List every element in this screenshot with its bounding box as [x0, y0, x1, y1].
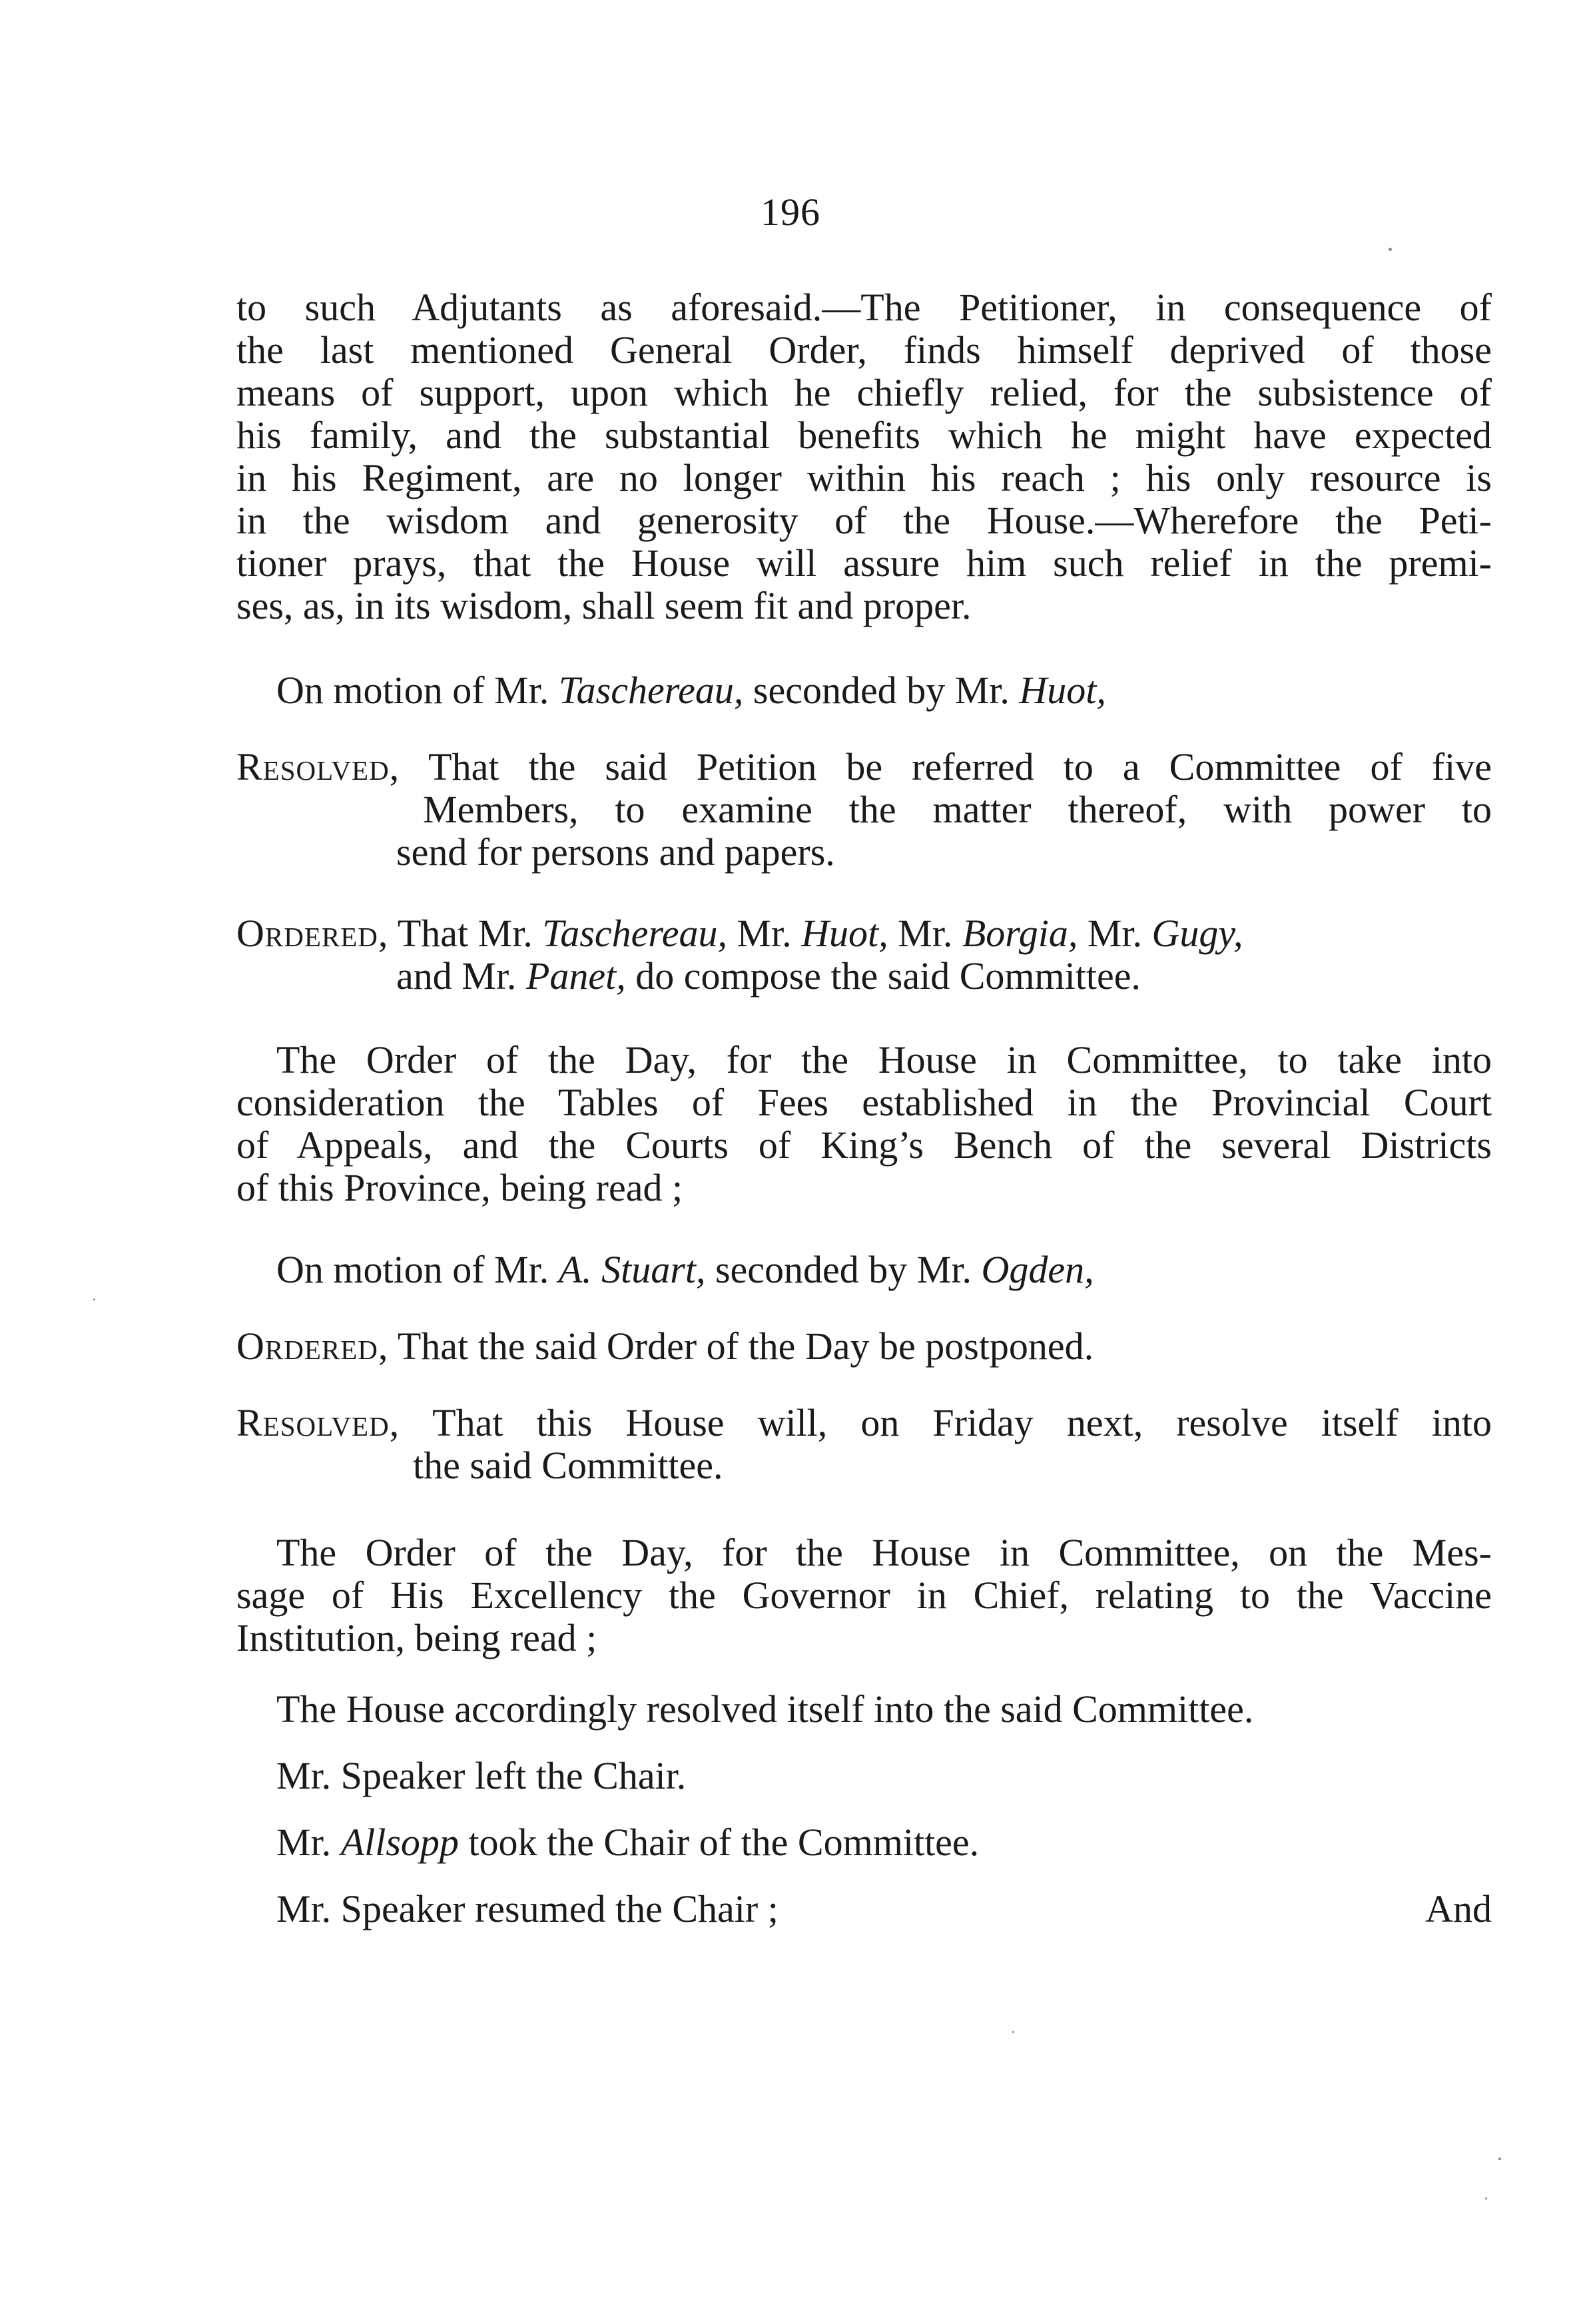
- text-line: tioner prays, that the House will assure him such relief in the premi-: [236, 541, 1492, 585]
- scan-speck: [1498, 2158, 1501, 2160]
- member-name: Taschereau,: [558, 669, 744, 712]
- allsopp-took-chair: Mr. Allsopp took the Chair of the Committee.: [276, 1821, 980, 1864]
- text-line: Members, to examine the matter thereof, with power to: [423, 788, 1492, 831]
- order-compose-committee: Ordered, That Mr. Taschereau, Mr. Huot, Mr. Borgia, Mr. Gugy, and Mr. Panet, do compose the said Committee.: [236, 912, 1243, 998]
- order-of-day-fees: [236, 1039, 1492, 1209]
- text-line: The Order of the Day, for the House in Committee, on the Mes-: [276, 1531, 1492, 1574]
- text-line: of this Province, being read ;: [236, 1166, 683, 1209]
- scan-speck: [1012, 2031, 1014, 2033]
- resolution-friday: Resolved, That this House will, on Friday next, resolve itself into the said Committee.: [236, 1401, 1492, 1487]
- scan-speck: [1389, 248, 1392, 251]
- text-line: ses, as, in its wisdom, shall seem fit and proper.: [236, 584, 972, 627]
- text-line: to such Adjutants as aforesaid.—The Petitioner, in consequence of: [236, 286, 1492, 329]
- catchword: And: [1425, 1887, 1492, 1930]
- order-of-day-vaccine: [236, 1532, 1492, 1659]
- speaker-resumed-chair: Mr. Speaker resumed the Chair ; And: [276, 1887, 1492, 1930]
- member-name: A. Stuart,: [558, 1248, 706, 1291]
- order-postponed: Ordered, That the said Order of the Day be postponed.: [236, 1324, 1094, 1368]
- text-line: send for persons and papers.: [396, 830, 835, 874]
- page-number: 196: [761, 190, 820, 234]
- ordered-label: Ordered,: [236, 1324, 389, 1368]
- scan-speck: [1485, 2197, 1487, 2199]
- resolution-committee-of-five: Resolved, That the said Petition be referred to a Committee of five Members, to examine the matter thereof, with power to send for persons and papers.: [236, 745, 1492, 874]
- text-line: means of support, upon which he chiefly relied, for the subsistence of: [236, 371, 1492, 414]
- text-line: in the wisdom and generosity of the House.—Wherefore the Peti-: [236, 499, 1492, 542]
- text-line: The Order of the Day, for the House in Committee, to take into: [276, 1038, 1492, 1081]
- petition-paragraph: [236, 286, 1492, 627]
- motion-stuart-ogden: On motion of Mr. A. Stuart, seconded by Mr. Ogden,: [276, 1248, 1094, 1291]
- text-line: the said Committee.: [413, 1444, 723, 1487]
- text-line: sage of His Excellency the Governor in Chief, relating to the Vaccine: [236, 1574, 1492, 1617]
- text-line: Institution, being read ;: [236, 1616, 597, 1659]
- member-name: Huot,: [1019, 669, 1106, 712]
- ordered-label: Ordered,: [236, 912, 389, 955]
- resolved-label: Resolved,: [236, 1401, 400, 1444]
- text-line: of Appeals, and the Courts of King’s Bench of the several Districts: [236, 1123, 1492, 1167]
- house-resolved-itself: The House accordingly resolved itself into the said Committee.: [276, 1687, 1254, 1731]
- motion-taschereau-huot: On motion of Mr. Taschereau, seconded by Mr. Huot,: [276, 669, 1106, 712]
- resolved-label: Resolved,: [236, 745, 400, 788]
- speaker-left-chair: Mr. Speaker left the Chair.: [276, 1754, 687, 1797]
- member-name: Allsopp: [340, 1821, 459, 1864]
- text-line: consideration the Tables of Fees established in the Provincial Court: [236, 1081, 1492, 1124]
- text-line: his family, and the substantial benefits which he might have expected: [236, 414, 1492, 457]
- member-name: Ogden,: [981, 1248, 1094, 1291]
- scan-speck: [93, 1299, 95, 1301]
- text-line: in his Regiment, are no longer within his reach ; his only resource is: [236, 456, 1492, 499]
- text-line: the last mentioned General Order, finds himself deprived of those: [236, 328, 1492, 372]
